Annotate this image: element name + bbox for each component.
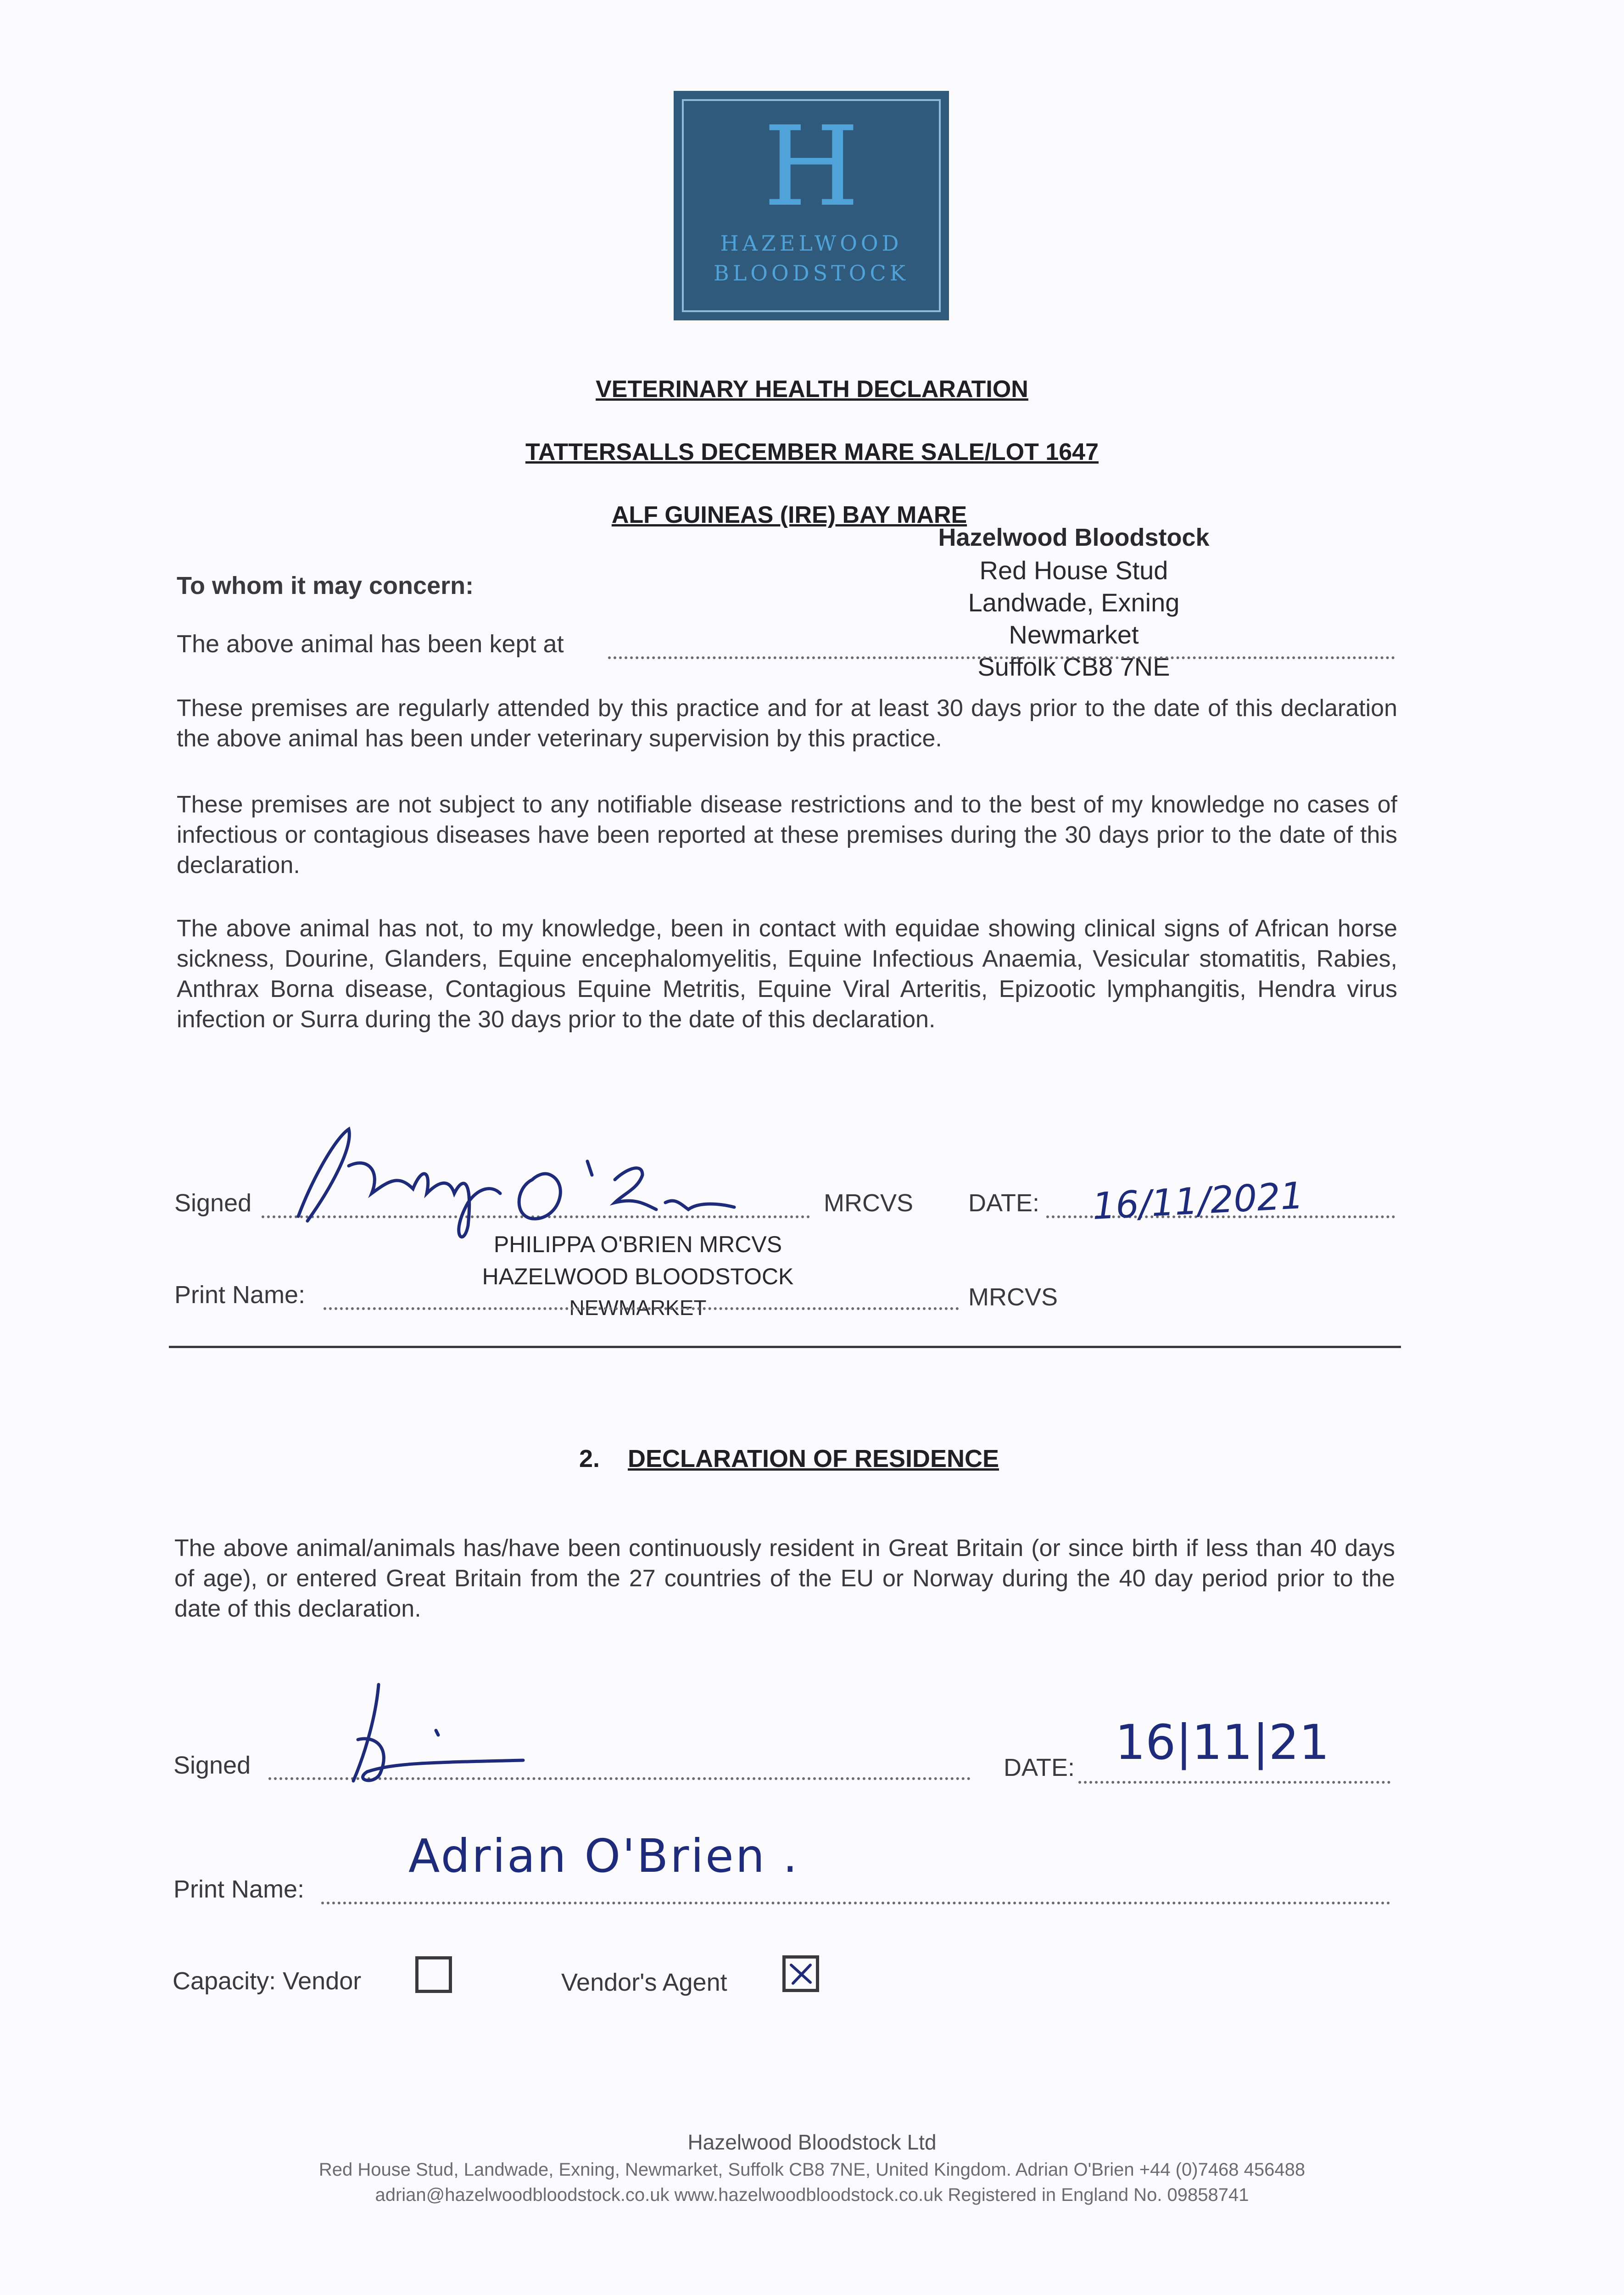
kept-at-line xyxy=(608,656,1395,659)
vendor-agent-label: Vendor's Agent xyxy=(561,1969,727,1996)
vet-mrcvs-label: MRCVS xyxy=(824,1189,914,1217)
paragraph-residence: The above animal/animals has/have been continuously resident in Great Britain (or since birth if less than 40 days of age), or entered Great Britain from the 27 countries of the EU or Norway during the 40 day period prior to the date of this declaration. xyxy=(174,1535,1395,1622)
document-title: VETERINARY HEALTH DECLARATION xyxy=(596,376,1028,403)
address-stamp-line-2: Landwade, Exning xyxy=(968,588,1180,617)
vet-print-mrcvs-label: MRCVS xyxy=(968,1283,1058,1311)
footer-address: Red House Stud, Landwade, Exning, Newmarket, Suffolk CB8 7NE, United Kingdom. Adrian O'Brien +44 (0)7468 456488 xyxy=(318,2160,1306,2180)
agent-signed-label: Signed xyxy=(173,1752,251,1779)
section-divider xyxy=(169,1346,1401,1348)
agent-print-name-label: Print Name: xyxy=(173,1875,305,1903)
section-2-title: DECLARATION OF RESIDENCE xyxy=(628,1445,999,1472)
agent-date-label: DATE: xyxy=(1004,1754,1075,1781)
vet-signature xyxy=(275,1111,789,1248)
agent-print-name-value: Adrian O'Brien . xyxy=(408,1829,799,1883)
agent-date-value: 16|11|21 xyxy=(1115,1714,1330,1770)
vet-stamp-line-2: HAZELWOOD BLOODSTOCK xyxy=(482,1264,794,1289)
horse-heading: ALF GUINEAS (IRE) BAY MARE xyxy=(611,502,967,528)
check-mark-icon xyxy=(786,1959,816,1989)
paragraph-contact: The above animal has not, to my knowledge, been in contact with equidae showing clinical signs of African horse sickness, Dourine, Glanders, Equine encephalomyelitis, Equine Infectious Anaemia, Vesicular stomatitis, Rabies, Anthrax Borna disease, Contagious Equine Metritis, Equine Viral Arteritis, Epizootic lymphangitis, Hendra virus infection or Surra during the 30 days prior to the date of this declaration. xyxy=(177,915,1397,1033)
paragraph-supervision: These premises are regularly attended by this practice and for at least 30 days prior to the date of this declaration the above animal has been under veterinary supervision by this practice. xyxy=(177,695,1397,752)
vet-date-value: 16/11/2021 xyxy=(1091,1174,1305,1228)
logo-letter: H xyxy=(763,102,859,231)
agent-print-name-line xyxy=(321,1902,1390,1904)
address-stamp-line-4: Suffolk CB8 7NE xyxy=(977,652,1170,681)
address-stamp-name: Hazelwood Bloodstock xyxy=(938,524,1210,551)
address-stamp-line-3: Newmarket xyxy=(1009,620,1139,649)
address-stamp-line-1: Red House Stud xyxy=(979,556,1168,585)
agent-signature xyxy=(340,1666,541,1795)
vet-print-name-line xyxy=(324,1307,959,1310)
sale-heading: TATTERSALLS DECEMBER MARE SALE/LOT 1647 xyxy=(525,439,1099,465)
vet-date-label: DATE: xyxy=(968,1189,1040,1217)
capacity-label: Capacity: Vendor xyxy=(173,1967,362,1995)
vet-stamp-line-1: PHILIPPA O'BRIEN MRCVS xyxy=(493,1231,782,1257)
vet-signed-label: Signed xyxy=(174,1189,252,1217)
section-2-number: 2. xyxy=(579,1445,600,1472)
paragraph-disease-restrictions: These premises are not subject to any notifiable disease restrictions and to the best of my knowledge no cases of infectious or contagious diseases have been reported at these premises during the 30 days prior to the date of this declaration. xyxy=(177,791,1397,879)
vet-print-name-label: Print Name: xyxy=(174,1281,306,1309)
agent-date-line xyxy=(1078,1781,1390,1784)
footer-company: Hazelwood Bloodstock Ltd xyxy=(687,2130,937,2154)
logo-line-1: HAZELWOOD xyxy=(720,231,903,256)
footer-contact: adrian@hazelwoodbloodstock.co.uk www.hazelwoodbloodstock.co.uk Registered in England No. 09858741 xyxy=(375,2185,1249,2205)
kept-at-label: The above animal has been kept at xyxy=(177,630,564,658)
logo-line-2: BLOODSTOCK xyxy=(713,261,910,285)
vet-stamp-line-3: NEWMARKET xyxy=(569,1296,707,1320)
company-logo xyxy=(674,91,949,320)
vendor-checkbox[interactable] xyxy=(415,1956,452,1993)
greeting: To whom it may concern: xyxy=(177,572,474,599)
vendor-agent-checkbox[interactable] xyxy=(782,1955,819,1992)
